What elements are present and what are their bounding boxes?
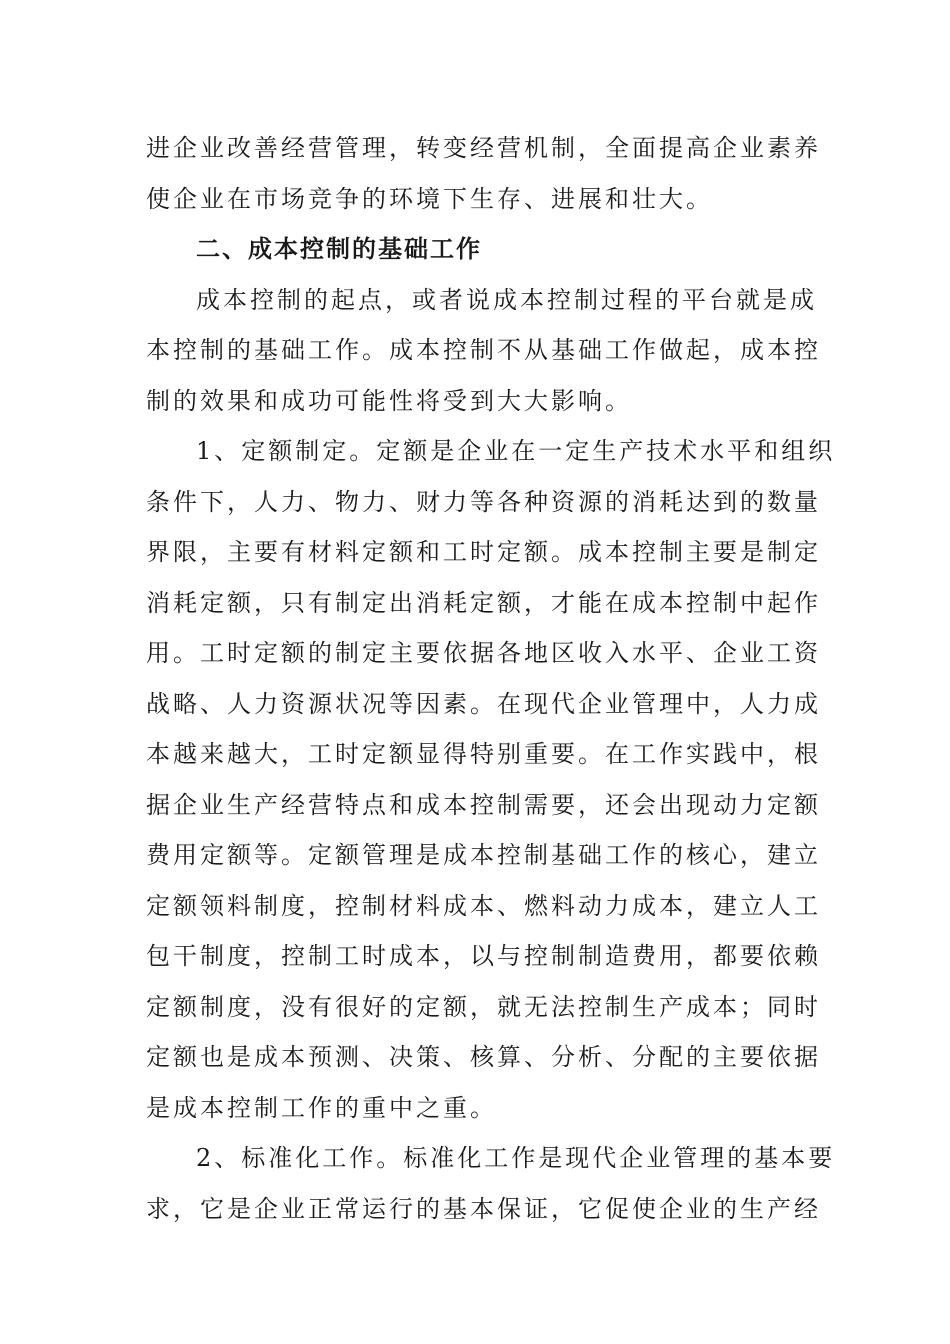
text-line: 定额领料制度，控制材料成本、燃料动力成本，建立人工 bbox=[146, 891, 821, 920]
text-line: 本控制的基础工作。成本控制不从基础工作做起，成本控 bbox=[146, 336, 821, 364]
text-line: 求，它是企业正常运行的基本保证，它促使企业的生产经 bbox=[146, 1194, 821, 1223]
text-line: 条件下，人力、物力、财力等各种资源的消耗达到的数量 bbox=[146, 487, 821, 516]
text-line: 包干制度，控制工时成本，以与控制制造费用，都要依赖 bbox=[146, 942, 821, 970]
section-heading: 二、成本控制的基础工作 bbox=[196, 235, 482, 263]
text-line: 制的效果和成功可能性将受到大大影响。 bbox=[146, 386, 632, 415]
text-line: 定额制度，没有很好的定额，就无法控制生产成本；同时 bbox=[146, 992, 821, 1021]
text-line: 本越来越大，工时定额显得特别重要。在工作实践中，根 bbox=[146, 740, 821, 768]
text-line: 据企业生产经营特点和成本控制需要，还会出现动力定额 bbox=[146, 790, 821, 819]
text-line: 2、标准化工作。标准化工作是现代企业管理的基本要 bbox=[196, 1144, 836, 1172]
text-line: 界限，主要有材料定额和工时定额。成本控制主要是制定 bbox=[146, 538, 821, 566]
text-line: 费用定额等。定额管理是成本控制基础工作的核心，建立 bbox=[146, 841, 821, 869]
text-line: 进企业改善经营管理，转变经营机制，全面提高企业素养 bbox=[146, 134, 821, 162]
text-line: 用。工时定额的制定主要依据各地区收入水平、企业工资 bbox=[146, 639, 821, 667]
text-line: 使企业在市场竞争的环境下生存、进展和壮大。 bbox=[146, 184, 713, 213]
text-line: 1、定额制定。定额是企业在一定生产技术水平和组织 bbox=[196, 437, 836, 465]
text-line: 消耗定额，只有制定出消耗定额，才能在成本控制中起作 bbox=[146, 588, 821, 617]
text-line: 成本控制的起点，或者说成本控制过程的平台就是成 bbox=[196, 285, 817, 314]
text-line: 定额也是成本预测、决策、核算、分析、分配的主要依据 bbox=[146, 1043, 821, 1071]
text-line: 战略、人力资源状况等因素。在现代企业管理中，人力成 bbox=[146, 689, 821, 718]
body-text bbox=[146, 123, 836, 1234]
text-line: 是成本控制工作的重中之重。 bbox=[146, 1093, 497, 1122]
